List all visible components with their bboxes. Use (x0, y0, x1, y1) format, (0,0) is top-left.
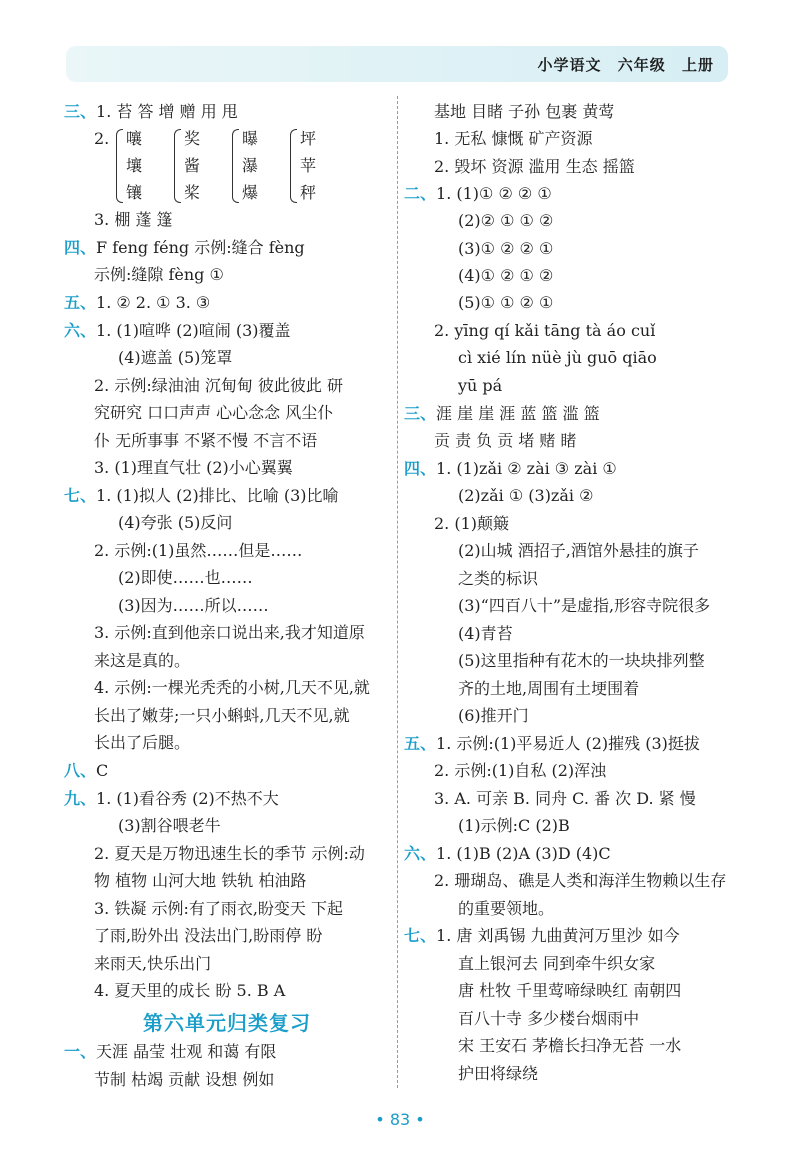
answer-line: 长出了后腿。 (94, 733, 191, 752)
answer-line: 来这是真的。 (94, 651, 191, 670)
answer-line: 仆 无所事事 不紧不慢 不言不语 (94, 431, 318, 450)
answer-line: 六、1. (1)B (2)A (3)D (4)C (404, 844, 611, 863)
answer-line: 贡 责 负 贡 堵 赌 睹 (434, 431, 577, 450)
answer-line: 之类的标识 (458, 569, 539, 588)
answer-line: 来雨天,快乐出门 (94, 954, 212, 973)
answer-line: 了雨,盼外出 没法出门,盼雨停 盼 (94, 926, 323, 945)
answer-line: 示例:缝隙 fèng ① (94, 265, 224, 284)
answer-line: 三、1. 苔 答 增 赠 用 甩 (64, 102, 238, 121)
answer-line: cì xié lín nüè jù guō qiāo (458, 348, 657, 367)
answer-line: 五、1. 示例:(1)平易近人 (2)摧残 (3)挺拔 (404, 734, 700, 753)
answer-line: (2)即使……也…… (118, 568, 253, 587)
column-divider (397, 96, 398, 1088)
answer-line: (2)山城 酒招子,酒馆外悬挂的旗子 (458, 541, 699, 560)
answer-line: (3)因为……所以…… (118, 596, 269, 615)
answer-line: 3. (1)理直气壮 (2)小心翼翼 (94, 458, 293, 477)
answer-line: (4)遮盖 (5)笼罩 (118, 348, 233, 367)
answer-line: 四、1. (1)zǎi ② zài ③ zài ① (404, 459, 617, 478)
page-number: • 83 • (375, 1110, 425, 1129)
answer-line: 八、C (64, 761, 109, 780)
book-title: 小学语文 六年级 上册 (537, 56, 714, 74)
answer-line: 六、1. (1)喧哗 (2)喧闹 (3)覆盖 (64, 321, 291, 340)
answer-line: (5)这里指种有花木的一块块排列整 (458, 651, 705, 670)
answer-line: 护田将绿绕 (458, 1064, 539, 1083)
answer-line: (3)“四百八十”是虚指,形容寺院很多 (458, 596, 711, 615)
answer-line: 直上银河去 同到牵牛织女家 (458, 954, 656, 973)
answer-line: (1)示例:C (2)B (458, 816, 570, 835)
answer-line: 九、1. (1)看谷秀 (2)不热不大 (64, 789, 279, 808)
answer-line: 3. 棚 蓬 篷 (94, 210, 173, 229)
answer-line: 1. 无私 慷慨 矿产资源 (434, 129, 593, 148)
answer-line: (5)① ① ② ① (458, 293, 554, 312)
answer-line: 4. 示例:一棵光秃秃的小树,几天不见,就 (94, 678, 370, 697)
answer-line: (3)割谷喂老牛 (118, 816, 221, 835)
answer-line: 2. yīng qí kǎi tāng tà áo cuǐ (434, 321, 656, 340)
answer-line: (2)zǎi ① (3)zǎi ② (458, 486, 594, 505)
answer-line: 百八十寺 多少楼台烟雨中 (458, 1009, 640, 1028)
answer-line: 齐的土地,周围有土埂围着 (458, 679, 640, 698)
answer-line: 2. 示例:(1)自私 (2)浑浊 (434, 761, 607, 780)
answer-line: yū pá (458, 376, 503, 395)
answer-line: (4)青苔 (458, 624, 513, 643)
answer-line: (4)夸张 (5)反问 (118, 513, 233, 532)
answer-line: 三、涯 崖 崖 涯 蓝 篮 滥 篮 (404, 404, 600, 423)
answer-line: (3)① ② ② ① (458, 239, 554, 258)
answer-line: 2. (1)颠簸 (434, 514, 510, 533)
answer-line: 2. 珊瑚岛、礁是人类和海洋生物赖以生存 (434, 871, 727, 890)
answer-line: 究研究 口口声声 心心念念 风尘仆 (94, 403, 334, 422)
answer-line: (2)② ① ① ② (458, 211, 554, 230)
answer-line: 宋 王安石 茅檐长扫净无苔 一水 (458, 1036, 682, 1055)
answer-line: 节制 枯竭 贡献 设想 例如 (94, 1070, 275, 1089)
answer-line: 2. 毁坏 资源 滥用 生态 摇篮 (434, 157, 635, 176)
answer-line: 3. 铁凝 示例:有了雨衣,盼变天 下起 (94, 899, 344, 918)
answer-line: (4)① ② ① ② (458, 266, 554, 285)
unit-title: 第六单元归类复习 (143, 1011, 311, 1035)
answer-line: 唐 杜牧 千里莺啼绿映红 南朝四 (458, 981, 682, 1000)
answer-line: 2. 夏天是万物迅速生长的季节 示例:动 (94, 844, 365, 863)
answer-line: 2. 示例:(1)虽然……但是…… (94, 541, 303, 560)
answer-line: 的重要领地。 (458, 899, 555, 918)
answer-line: 一、天涯 晶莹 壮观 和蔼 有限 (64, 1042, 277, 1061)
header-bar (66, 46, 728, 82)
answer-line: 4. 夏天里的成长 盼 5. B A (94, 981, 286, 1000)
answer-line: 物 植物 山河大地 铁轨 柏油路 (94, 871, 307, 890)
answer-line: 七、1. (1)拟人 (2)排比、比喻 (3)比喻 (64, 486, 339, 505)
answer-line: 基地 目睹 子孙 包裹 黄莺 (434, 102, 615, 121)
answer-line: 长出了嫩芽;一只小蝌蚪,几天不见,就 (94, 706, 350, 725)
answer-line: 二、1. (1)① ② ② ① (404, 184, 552, 203)
answer-line: 2. (94, 129, 110, 148)
answer-line: 五、1. ② 2. ① 3. ③ (64, 293, 211, 312)
answer-line: 3. 示例:直到他亲口说出来,我才知道原 (94, 623, 365, 642)
answer-line: 四、F feng féng 示例:缝合 fèng (64, 238, 305, 257)
answer-line: 3. A. 可亲 B. 同舟 C. 番 次 D. 紧 慢 (434, 789, 696, 808)
answer-line: 七、1. 唐 刘禹锡 九曲黄河万里沙 如今 (404, 926, 680, 945)
answer-line: 2. 示例:绿油油 沉甸甸 彼此彼此 研 (94, 376, 344, 395)
answer-line: (6)推开门 (458, 706, 529, 725)
